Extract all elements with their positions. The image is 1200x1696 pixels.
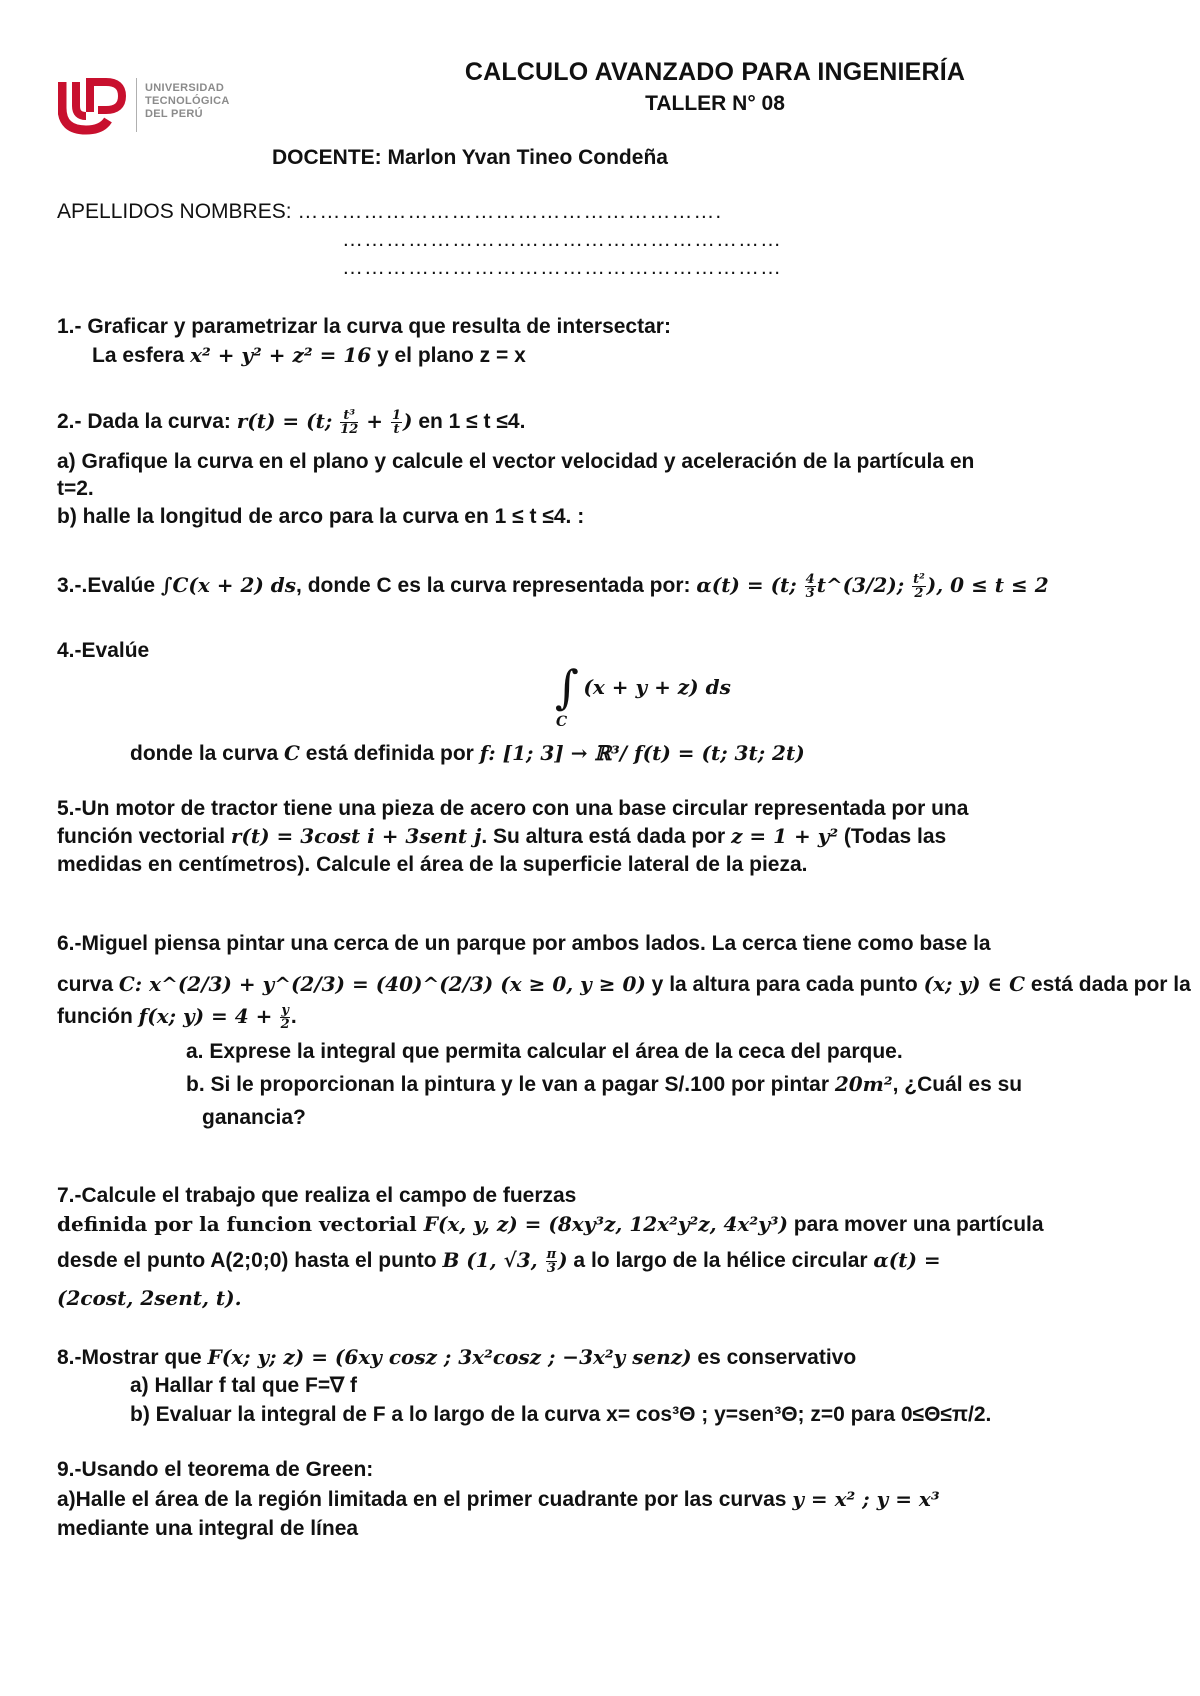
apellidos-dots-3: …………………………………………………… (342, 256, 782, 279)
logo-line-1: UNIVERSIDAD (145, 82, 225, 94)
p8-tail: es conservativo (691, 1346, 857, 1369)
p6-point: (x; y) ∈ C (923, 972, 1026, 996)
p1-sphere-eq: x² + y² + z² = 16 (190, 343, 372, 367)
p3-statement (57, 572, 1049, 600)
p6-text-c: está dada por la (1025, 973, 1191, 996)
p3-frac-2 (912, 573, 926, 600)
p4-description (130, 740, 805, 767)
p2-statement (57, 408, 525, 436)
p3-curve: α(t) = (t; (696, 573, 804, 597)
apellidos-dots-1: …………………………………………………. (297, 200, 723, 223)
p5-line-2 (57, 823, 946, 850)
p7-point-b-end: ) (558, 1248, 568, 1272)
p2-frac-2-den: t (393, 421, 400, 437)
p4-integral (555, 660, 731, 714)
p7-line-1: 7.-Calcule el trabajo que realiza el campo de fuerzas (57, 1184, 577, 1207)
p2-math-c: ) (403, 409, 413, 433)
p3-frac-2-num: t² (913, 571, 925, 587)
apellidos-row (57, 198, 722, 225)
p6-text-a: curva (57, 973, 119, 996)
p6-condition: (x ≥ 0, y ≥ 0) (493, 972, 646, 996)
p7-serif-text: definida por la funcion vectorial (57, 1212, 424, 1236)
p8-lead: 8.-Mostrar que (57, 1346, 208, 1369)
p6-frac-num: y (281, 1002, 289, 1018)
p4-desc-a: donde la curva (130, 742, 285, 765)
p2-lead: 2.- Dada la curva: (57, 410, 237, 433)
p2-frac-1-den: 12 (340, 421, 359, 437)
p6-line-1: 6.-Miguel piensa pintar una cerca de un parque por ambos lados. La cerca tiene como base la (57, 932, 991, 955)
p2-part-a-1: a) Grafique la curva en el plano y calcule el vector velocidad y aceleración de la partícula en (57, 450, 975, 473)
p3-mid: , donde C es la curva representada por: (296, 574, 697, 597)
p7-line-3 (57, 1247, 941, 1275)
p7-text-b: para mover una partícula (787, 1213, 1044, 1236)
p3-integral: ∫C(x + 2) ds (160, 573, 297, 597)
p7-text-helix: a lo largo de la hélice circular (567, 1249, 874, 1272)
p6-part-b-3: ganancia? (202, 1106, 306, 1129)
p5-line-3: medidas en centímetros). Calcule el área de la superficie lateral de la pieza. (57, 853, 808, 876)
p6-func: f(x; y) = 4 + (138, 1004, 280, 1028)
p5-math-2: z = 1 + y² (731, 824, 839, 848)
p4-integral-sub: C (556, 714, 568, 730)
p5-text-a: función vectorial (57, 825, 231, 848)
p7-frac (546, 1248, 558, 1275)
p7-text-a: desde el punto A(2;0;0) hasta el punto (57, 1249, 443, 1272)
p7-frac-num: π (546, 1246, 557, 1262)
p6-text-b: y la altura para cada punto (645, 973, 924, 996)
p6-part-a: a. Exprese la integral que permita calcular el área de la ceca del parque. (186, 1040, 903, 1063)
p5-text-b: . Su altura está dada por (481, 825, 732, 848)
p7-point-b: B (1, √3, (442, 1248, 545, 1272)
p5-line-1: 5.-Un motor de tractor tiene una pieza de acero con una base circular representada por una (57, 797, 969, 820)
p6-frac (280, 1004, 290, 1031)
p8-part-a: a) Hallar f tal que F=∇ f (130, 1374, 358, 1397)
p2-math-b: + (359, 409, 390, 433)
p7-field: F(x, y, z) = (8xy³z, 12x²y²z, 4x²y³) (423, 1212, 788, 1236)
p6-part-b-math: 20m² (834, 1072, 893, 1096)
p9-line-1: 9.-Usando el teorema de Green: (57, 1458, 374, 1481)
p8-field: F(x; y; z) = (6xy cosz ; 3x²cosz ; −3x²y senz) (207, 1345, 692, 1369)
p2-tail: en 1 ≤ t ≤4. (412, 410, 526, 433)
p7-line-2 (57, 1211, 1044, 1238)
p9-text-a: a)Halle el área de la región limitada en el primer cuadrante por las curvas (57, 1488, 793, 1511)
p4-integrand: (x + y + z) ds (583, 675, 731, 699)
p3-frac-1-den: 3 (805, 585, 815, 601)
document-subtitle: TALLER N° 08 (645, 92, 785, 115)
p3-frac-1-num: 4 (805, 571, 815, 587)
p2-frac-1 (340, 409, 358, 436)
p2-part-b: b) halle la longitud de arco para la curva en 1 ≤ t ≤4. : (57, 505, 585, 528)
p4-desc-c2: está definida por (299, 742, 480, 765)
p9-curves: y = x² ; y = x³ (792, 1487, 940, 1511)
p6-frac-den: 2 (280, 1016, 290, 1032)
p2-frac-2-num: 1 (391, 407, 402, 423)
p5-math-1: r(t) = 3cost i + 3sent j (230, 824, 482, 848)
p6-line-3: función f(x; y) = 4 + $\frac{y}{2}$ . (57, 1002, 297, 1032)
p7-frac-den: 3 (546, 1260, 556, 1276)
p3-curve-mid: t^(3/2); (816, 573, 912, 597)
p8-part-b: b) Evaluar la integral de F a lo largo de la curva x= cos³Θ ; y=sen³Θ; z=0 para 0≤Θ≤π/2. (130, 1403, 992, 1426)
p5-text-c: (Todas las (838, 825, 947, 848)
p6-curve-eq: C: x^(2/3) + y^(2/3) = (40)^(2/3) (118, 972, 494, 996)
p3-tail: ), 0 ≤ t ≤ 2 (926, 573, 1049, 597)
p8-statement (57, 1344, 856, 1371)
p2-math-a: r(t) = (t; (236, 409, 340, 433)
p6-line-2 (57, 971, 1191, 998)
p1-text-b: y el plano z = x (376, 344, 526, 367)
p1-text-a: La esfera (92, 344, 191, 367)
document-title: CALCULO AVANZADO PARA INGENIERÍA (464, 58, 966, 86)
p1-detail (92, 342, 526, 369)
p7-line-4: (2cost, 2sent, t). (57, 1286, 242, 1310)
p6-part-b-text: b. Si le proporcionan la pintura y le van a pagar S/.100 por pintar (186, 1073, 835, 1096)
p6-part-b (186, 1071, 1022, 1098)
p4-desc-c: C (284, 741, 300, 765)
p3-frac-2-den: 2 (914, 585, 924, 601)
p6-part-b-text-2: , ¿Cuál es su (892, 1073, 1023, 1096)
p3-frac-1 (805, 573, 816, 600)
p9-line-3: mediante una integral de línea (57, 1517, 359, 1540)
apellidos-dots-2: …………………………………………………… (342, 228, 782, 251)
p4-integral-sign: ∫ (555, 660, 579, 714)
docente-line: DOCENTE: Marlon Yvan Tineo Condeña (272, 146, 668, 169)
p2-frac-2 (391, 409, 402, 436)
p7-alpha: α(t) = (873, 1248, 941, 1272)
apellidos-label: APELLIDOS NOMBRES: (57, 200, 298, 223)
p2-part-a-2: t=2. (57, 477, 94, 500)
p1-statement: 1.- Graficar y parametrizar la curva que resulta de intersectar: (57, 315, 671, 338)
logo-line-2: TECNOLÓGICA (145, 95, 230, 107)
logo-line-3: DEL PERÚ (145, 108, 203, 120)
p4-lead: 4.-Evalúe (57, 639, 150, 662)
p3-lead: 3.-.Evalúe (57, 574, 161, 597)
p4-desc-math: f: [1; 3] → ℝ³/ f(t) = (t; 3t; 2t) (479, 741, 805, 765)
p2-frac-1-num: t³ (340, 409, 358, 423)
p9-line-2 (57, 1486, 940, 1513)
p6-text-func: función (57, 1005, 139, 1028)
